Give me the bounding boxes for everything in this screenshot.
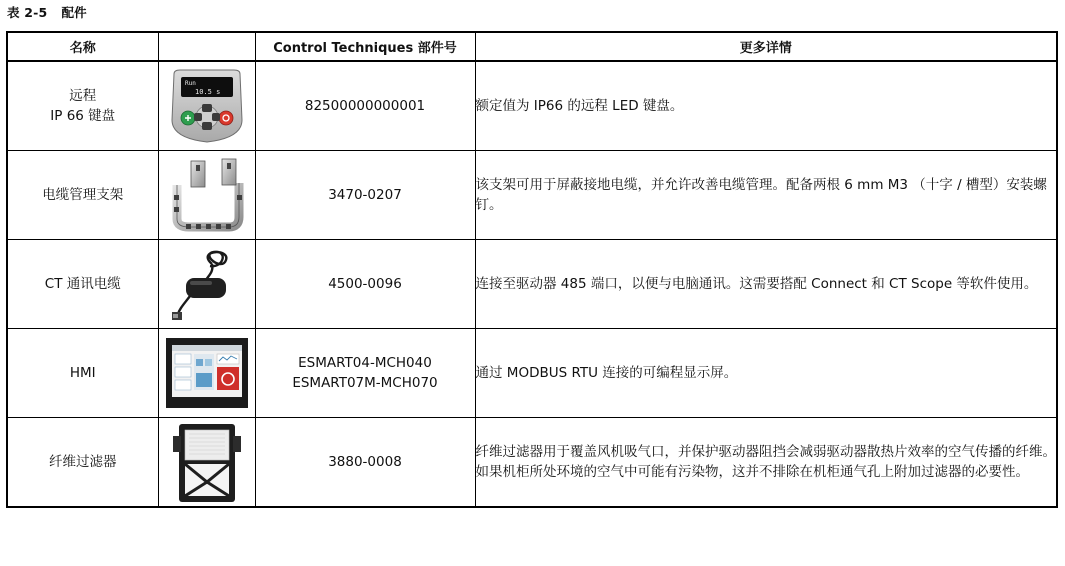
row-part-number: 3880-0008	[328, 454, 402, 470]
table-caption-title: 配件	[61, 5, 87, 20]
row-part-cell	[255, 151, 475, 240]
header-image	[158, 32, 255, 61]
header-name: 名称	[7, 32, 158, 61]
row-part-number: ESMART04-MCH040	[298, 355, 432, 371]
row-name-cell	[7, 61, 158, 151]
row-name-line: CT 通讯电缆	[44, 276, 121, 292]
row-details-cell: 额定值为 IP66 的远程 LED 键盘。	[475, 61, 1057, 151]
row-name-cell	[7, 418, 158, 508]
row-image-cell	[158, 418, 255, 508]
remote-keypad-icon	[168, 68, 246, 144]
row-part-cell	[255, 61, 475, 151]
header-details: 更多详情	[475, 32, 1057, 61]
row-part-cell	[255, 240, 475, 329]
table-caption	[7, 3, 87, 21]
header-part-number: Control Techniques 部件号	[255, 32, 475, 61]
row-image-cell	[158, 151, 255, 240]
keypad-screen-line1: Run	[184, 80, 196, 87]
row-name-cell	[7, 151, 158, 240]
row-image-cell	[158, 329, 255, 418]
row-details-cell: 纤维过滤器用于覆盖风机吸气口，并保护驱动器阻挡会减弱驱动器散热片效率的空气传播的纤维。如果机柜所处环境的空气中可能有污染物，这并不排除在机柜通气孔上附加过滤器的必要性。	[475, 418, 1057, 508]
row-name-line: HMI	[69, 365, 96, 381]
table-row	[7, 240, 1057, 329]
table-row	[7, 418, 1057, 508]
row-name-line: 纤维过滤器	[49, 454, 117, 470]
row-part-number: 4500-0096	[328, 276, 402, 292]
table-header-row	[7, 32, 1057, 61]
row-image-cell	[158, 240, 255, 329]
cable-bracket-icon	[167, 155, 247, 235]
row-part-cell	[255, 329, 475, 418]
accessories-table	[6, 31, 1058, 508]
keypad-screen-line2: 10.5 s	[194, 88, 220, 96]
row-part-number: 82500000000001	[304, 98, 426, 114]
table-row	[7, 151, 1057, 240]
row-part-cell	[255, 418, 475, 508]
row-name-cell	[7, 329, 158, 418]
row-details-cell: 连接至驱动器 485 端口，以便与电脑通讯。这需要搭配 Connect 和 CT Scope 等软件使用。	[475, 240, 1057, 329]
hmi-panel-icon	[165, 337, 249, 409]
table-row	[7, 61, 1057, 151]
fibre-filter-icon	[169, 420, 245, 504]
row-name-line: 远程	[69, 88, 97, 104]
row-part-number: 3470-0207	[328, 187, 402, 203]
row-part-number: ESMART07M-MCH070	[292, 375, 438, 391]
row-name-cell	[7, 240, 158, 329]
table-row	[7, 329, 1057, 418]
row-image-cell	[158, 61, 255, 151]
table-caption-label: 表 2-5	[7, 5, 48, 20]
row-details-cell: 通过 MODBUS RTU 连接的可编程显示屏。	[475, 329, 1057, 418]
row-details-cell: 该支架可用于屏蔽接地电缆，并允许改善电缆管理。配备两根 6 mm M3 （十字 / 槽型）安装螺钉。	[475, 151, 1057, 240]
row-name-line: 电缆管理支架	[42, 187, 124, 203]
row-name-line: IP 66 键盘	[50, 108, 116, 124]
comms-cable-icon	[166, 244, 248, 324]
